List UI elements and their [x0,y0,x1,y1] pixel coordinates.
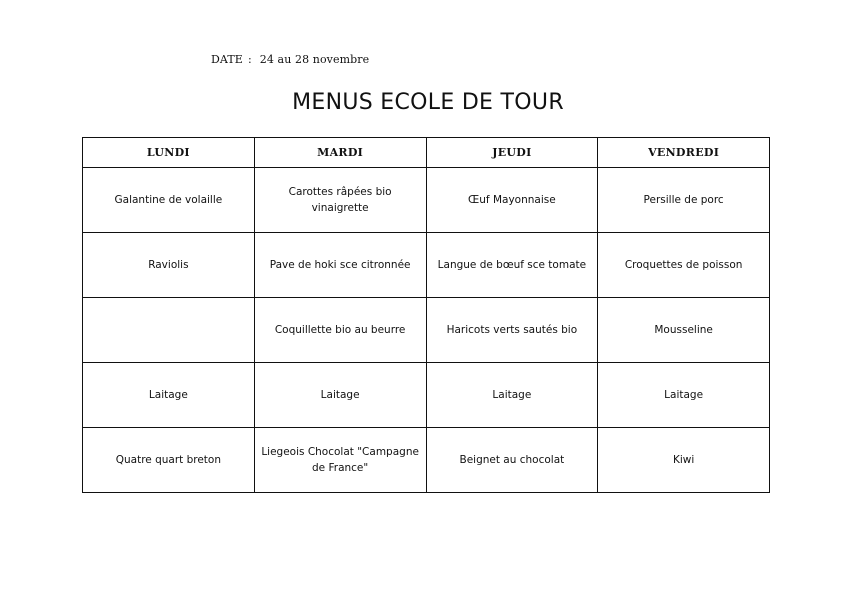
table-row [83,168,770,233]
page-title: MENUS ECOLE DE TOUR [292,90,564,115]
column-header-lundi: LUNDI [83,138,255,168]
menu-cell: Raviolis [83,233,255,298]
menu-cell: Laitage [426,363,598,428]
column-header-vendredi: VENDREDI [598,138,770,168]
menu-cell: Beignet au chocolat [426,428,598,493]
date-line [211,53,369,66]
table-row [83,233,770,298]
menu-cell: Laitage [83,363,255,428]
menu-table [82,137,770,493]
menu-cell: Quatre quart breton [83,428,255,493]
menu-cell: Galantine de volaille [83,168,255,233]
column-header-jeudi: JEUDI [426,138,598,168]
menu-cell: Kiwi [598,428,770,493]
menu-cell: Mousseline [598,298,770,363]
menu-cell: Croquettes de poisson [598,233,770,298]
table-row [83,428,770,493]
column-header-mardi: MARDI [254,138,426,168]
date-label: DATE [211,53,243,66]
date-value: 24 au 28 novembre [259,53,370,66]
menu-cell: Laitage [254,363,426,428]
menu-cell: Carottes râpées bio vinaigrette [254,168,426,233]
menu-cell: Haricots verts sautés bio [426,298,598,363]
menu-cell: Laitage [598,363,770,428]
menu-cell [83,298,255,363]
table-header-row [83,138,770,168]
menu-cell: Œuf Mayonnaise [426,168,598,233]
table-row [83,298,770,363]
table-row [83,363,770,428]
menu-cell: Langue de bœuf sce tomate [426,233,598,298]
menu-cell: Coquillette bio au beurre [254,298,426,363]
date-separator: : [247,53,252,66]
menu-cell: Liegeois Chocolat "Campagne de France" [254,428,426,493]
menu-cell: Pave de hoki sce citronnée [254,233,426,298]
menu-cell: Persille de porc [598,168,770,233]
